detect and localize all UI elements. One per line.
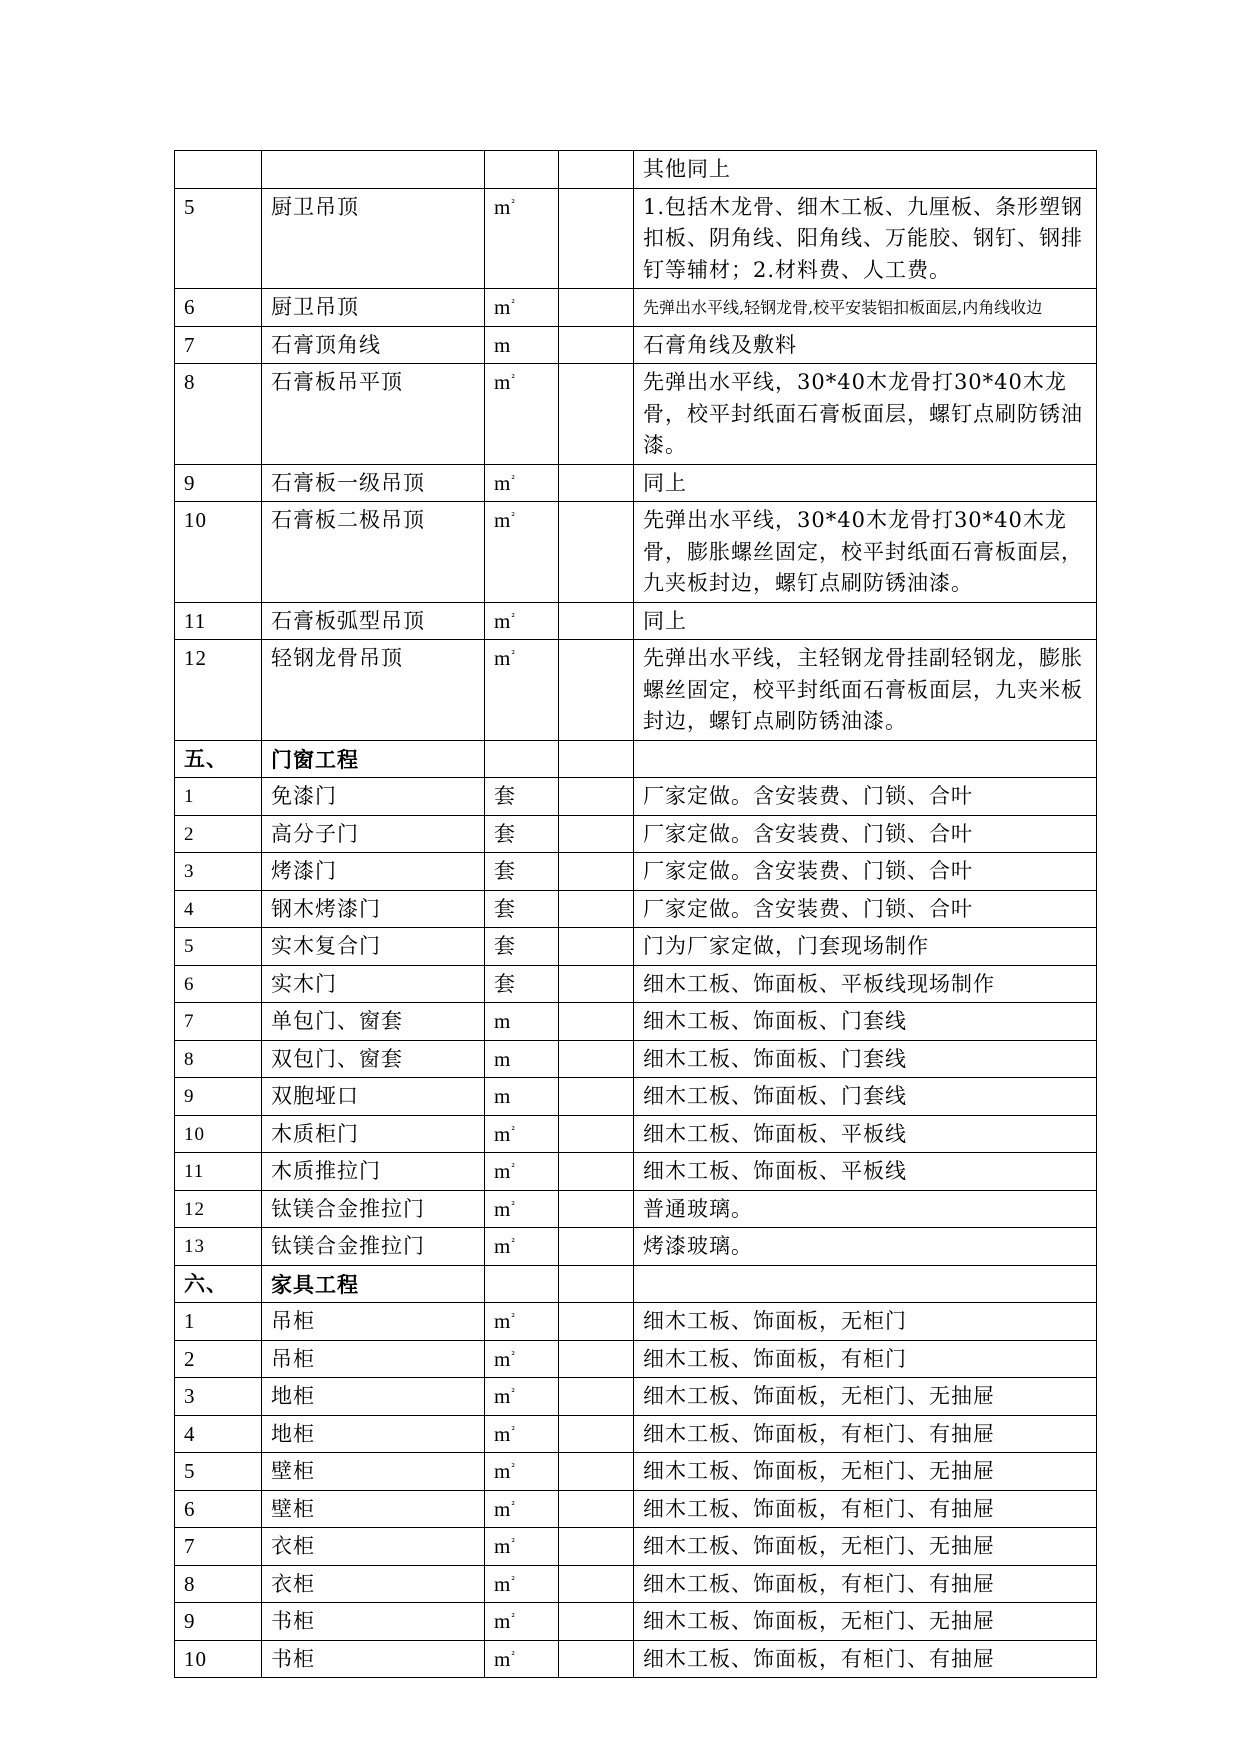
description-cell: 其他同上: [634, 151, 1097, 189]
item-name-cell: 烤漆门: [262, 853, 485, 891]
item-name-cell: 木质柜门: [262, 1115, 485, 1153]
description-cell: 细木工板、饰面板，有柜门、有抽屉: [634, 1565, 1097, 1603]
item-name-cell: 厨卫吊顶: [262, 188, 485, 289]
unit-cell: 套: [485, 815, 559, 853]
table-row: [175, 502, 1097, 603]
item-name-cell: 实木复合门: [262, 928, 485, 966]
item-number-cell: 4: [175, 890, 262, 928]
item-number-cell: 五、: [175, 740, 262, 778]
unit-cell: m: [485, 1003, 559, 1041]
price-cell: [559, 1640, 634, 1678]
item-number-cell: 9: [175, 464, 262, 502]
price-cell: [559, 1490, 634, 1528]
unit-cell: [485, 1265, 559, 1303]
table-row: [175, 1490, 1097, 1528]
table-row: [175, 778, 1097, 816]
table-row: [175, 965, 1097, 1003]
table-row: [175, 853, 1097, 891]
item-name-cell: 吊柜: [262, 1303, 485, 1341]
description-cell: 厂家定做。含安装费、门锁、合叶: [634, 778, 1097, 816]
item-name-cell: 壁柜: [262, 1490, 485, 1528]
item-name-cell: 实木门: [262, 965, 485, 1003]
unit-cell: m: [485, 326, 559, 364]
item-number-cell: 8: [175, 1040, 262, 1078]
item-number-cell: 5: [175, 1453, 262, 1491]
table-row: [175, 1040, 1097, 1078]
item-name-cell: 书柜: [262, 1640, 485, 1678]
item-number-cell: 6: [175, 965, 262, 1003]
price-cell: [559, 1603, 634, 1641]
description-cell: 同上: [634, 464, 1097, 502]
description-cell: 厂家定做。含安装费、门锁、合叶: [634, 890, 1097, 928]
item-number-cell: [175, 151, 262, 189]
description-cell: 门为厂家定做，门套现场制作: [634, 928, 1097, 966]
item-number-cell: 5: [175, 188, 262, 289]
unit-cell: $m^{^2}$: [485, 602, 559, 640]
item-name-cell: 轻钢龙骨吊顶: [262, 640, 485, 741]
description-cell: 厂家定做。含安装费、门锁、合叶: [634, 815, 1097, 853]
item-name-cell: 钛镁合金推拉门: [262, 1228, 485, 1266]
item-number-cell: 11: [175, 602, 262, 640]
item-name-cell: [262, 151, 485, 189]
unit-cell: m: [485, 1078, 559, 1116]
table-row: [175, 640, 1097, 741]
description-cell: 先弹出水平线,轻钢龙骨,校平安装铝扣板面层,内角线收边: [634, 289, 1097, 327]
description-cell: 1.包括木龙骨、细木工板、九厘板、条形塑钢扣板、阴角线、阳角线、万能胶、钢钉、钢排钉等辅材；2.材料费、人工费。: [634, 188, 1097, 289]
item-name-cell: 厨卫吊顶: [262, 289, 485, 327]
item-name-cell: 石膏板弧型吊顶: [262, 602, 485, 640]
description-cell: 细木工板、饰面板、门套线: [634, 1078, 1097, 1116]
item-number-cell: 6: [175, 1490, 262, 1528]
description-cell: 细木工板、饰面板、门套线: [634, 1003, 1097, 1041]
unit-cell: $m^{^2}$: [485, 289, 559, 327]
item-number-cell: 9: [175, 1078, 262, 1116]
price-cell: [559, 1228, 634, 1266]
item-name-cell: 石膏板一级吊顶: [262, 464, 485, 502]
unit-cell: $m^{^2}$: [485, 640, 559, 741]
description-cell: 细木工板、饰面板，有柜门、有抽屉: [634, 1640, 1097, 1678]
unit-cell: $m^{^2}$: [485, 1115, 559, 1153]
unit-cell: 套: [485, 890, 559, 928]
unit-cell: $m^{^2}$: [485, 188, 559, 289]
table-row: [175, 1115, 1097, 1153]
description-cell: 普通玻璃。: [634, 1190, 1097, 1228]
price-cell: [559, 1078, 634, 1116]
description-cell: 先弹出水平线，主轻钢龙骨挂副轻钢龙，膨胀螺丝固定，校平封纸面石膏板面层，九夹米板封边，螺钉点刷防锈油漆。: [634, 640, 1097, 741]
price-cell: [559, 1303, 634, 1341]
item-name-cell: 钛镁合金推拉门: [262, 1190, 485, 1228]
section-header-row: [175, 740, 1097, 778]
item-name-cell: 地柜: [262, 1415, 485, 1453]
unit-cell: $m^{^2}$: [485, 1490, 559, 1528]
table-row: [175, 1228, 1097, 1266]
description-cell: 细木工板、饰面板，无柜门、无抽屉: [634, 1453, 1097, 1491]
item-number-cell: 12: [175, 640, 262, 741]
price-cell: [559, 1190, 634, 1228]
item-number-cell: 12: [175, 1190, 262, 1228]
table-row: [175, 1303, 1097, 1341]
item-number-cell: 5: [175, 928, 262, 966]
table-row: [175, 1640, 1097, 1678]
unit-cell: [485, 740, 559, 778]
item-name-cell: 壁柜: [262, 1453, 485, 1491]
item-name-cell: 双包门、窗套: [262, 1040, 485, 1078]
price-cell: [559, 778, 634, 816]
item-name-cell: 木质推拉门: [262, 1153, 485, 1191]
table-row: [175, 890, 1097, 928]
table-row: [175, 1078, 1097, 1116]
item-number-cell: 六、: [175, 1265, 262, 1303]
item-number-cell: 1: [175, 1303, 262, 1341]
item-name-cell: 单包门、窗套: [262, 1003, 485, 1041]
price-cell: [559, 1115, 634, 1153]
table-row: [175, 1415, 1097, 1453]
item-name-cell: 免漆门: [262, 778, 485, 816]
table-row: [175, 815, 1097, 853]
unit-cell: 套: [485, 778, 559, 816]
item-number-cell: 13: [175, 1228, 262, 1266]
item-number-cell: 7: [175, 326, 262, 364]
item-name-cell: 钢木烤漆门: [262, 890, 485, 928]
price-cell: [559, 1340, 634, 1378]
unit-cell: $m^{^2}$: [485, 364, 559, 465]
item-number-cell: 10: [175, 502, 262, 603]
unit-cell: $m^{^2}$: [485, 1190, 559, 1228]
price-cell: [559, 928, 634, 966]
item-number-cell: 1: [175, 778, 262, 816]
price-cell: [559, 853, 634, 891]
description-cell: 细木工板、饰面板，有柜门、有抽屉: [634, 1415, 1097, 1453]
item-name-cell: 石膏板吊平顶: [262, 364, 485, 465]
table-row: [175, 1565, 1097, 1603]
unit-cell: m: [485, 1040, 559, 1078]
item-name-cell: 家具工程: [262, 1265, 485, 1303]
unit-cell: 套: [485, 853, 559, 891]
description-cell: 细木工板、饰面板，无柜门: [634, 1303, 1097, 1341]
item-number-cell: 2: [175, 1340, 262, 1378]
price-cell: [559, 602, 634, 640]
item-name-cell: 石膏顶角线: [262, 326, 485, 364]
price-cell: [559, 1265, 634, 1303]
item-name-cell: 门窗工程: [262, 740, 485, 778]
price-cell: [559, 188, 634, 289]
price-cell: [559, 1153, 634, 1191]
description-cell: 厂家定做。含安装费、门锁、合叶: [634, 853, 1097, 891]
table-row: [175, 1190, 1097, 1228]
description-cell: 细木工板、饰面板，无柜门、无抽屉: [634, 1378, 1097, 1416]
price-cell: [559, 1565, 634, 1603]
item-name-cell: 吊柜: [262, 1340, 485, 1378]
unit-cell: $m^{^2}$: [485, 1303, 559, 1341]
item-number-cell: 3: [175, 1378, 262, 1416]
description-cell: [634, 740, 1097, 778]
item-number-cell: 7: [175, 1003, 262, 1041]
price-cell: [559, 1528, 634, 1566]
unit-cell: $m^{^2}$: [485, 1528, 559, 1566]
item-name-cell: 衣柜: [262, 1528, 485, 1566]
description-cell: 细木工板、饰面板，无柜门、无抽屉: [634, 1528, 1097, 1566]
section-header-row: [175, 1265, 1097, 1303]
unit-cell: 套: [485, 928, 559, 966]
item-number-cell: 6: [175, 289, 262, 327]
unit-cell: $m^{^2}$: [485, 502, 559, 603]
price-cell: [559, 1003, 634, 1041]
table-row: [175, 602, 1097, 640]
table-row: [175, 1003, 1097, 1041]
item-number-cell: 8: [175, 1565, 262, 1603]
description-cell: 石膏角线及敷料: [634, 326, 1097, 364]
table-row: [175, 1378, 1097, 1416]
item-number-cell: 7: [175, 1528, 262, 1566]
unit-cell: $m^{^2}$: [485, 464, 559, 502]
price-cell: [559, 1453, 634, 1491]
table-row: [175, 188, 1097, 289]
item-name-cell: 高分子门: [262, 815, 485, 853]
description-cell: [634, 1265, 1097, 1303]
description-cell: 先弹出水平线，30*40木龙骨打30*40木龙骨，校平封纸面石膏板面层，螺钉点刷防锈油漆。: [634, 364, 1097, 465]
unit-cell: $m^{^2}$: [485, 1640, 559, 1678]
description-cell: 先弹出水平线，30*40木龙骨打30*40木龙骨，膨胀螺丝固定，校平封纸面石膏板面层，九夹板封边，螺钉点刷防锈油漆。: [634, 502, 1097, 603]
table-row: [175, 151, 1097, 189]
unit-cell: [485, 151, 559, 189]
price-cell: [559, 1040, 634, 1078]
unit-cell: $m^{^2}$: [485, 1415, 559, 1453]
table-row: [175, 1153, 1097, 1191]
unit-cell: 套: [485, 965, 559, 1003]
price-cell: [559, 965, 634, 1003]
item-number-cell: 10: [175, 1640, 262, 1678]
table-row: [175, 1340, 1097, 1378]
table-body: [175, 151, 1097, 1678]
item-number-cell: 8: [175, 364, 262, 465]
item-number-cell: 2: [175, 815, 262, 853]
description-cell: 同上: [634, 602, 1097, 640]
table-row: [175, 326, 1097, 364]
description-cell: 细木工板、饰面板、平板线: [634, 1115, 1097, 1153]
item-number-cell: 3: [175, 853, 262, 891]
table-row: [175, 1603, 1097, 1641]
price-cell: [559, 740, 634, 778]
unit-cell: $m^{^2}$: [485, 1153, 559, 1191]
description-cell: 细木工板、饰面板，无柜门、无抽屉: [634, 1603, 1097, 1641]
table-row: [175, 928, 1097, 966]
price-cell: [559, 464, 634, 502]
price-cell: [559, 1378, 634, 1416]
item-number-cell: 9: [175, 1603, 262, 1641]
price-cell: [559, 502, 634, 603]
unit-cell: $m^{^2}$: [485, 1340, 559, 1378]
item-name-cell: 衣柜: [262, 1565, 485, 1603]
price-cell: [559, 815, 634, 853]
table-row: [175, 1528, 1097, 1566]
description-cell: 细木工板、饰面板、平板线: [634, 1153, 1097, 1191]
item-number-cell: 11: [175, 1153, 262, 1191]
table-row: [175, 289, 1097, 327]
price-cell: [559, 890, 634, 928]
item-name-cell: 石膏板二极吊顶: [262, 502, 485, 603]
description-cell: 细木工板、饰面板、平板线现场制作: [634, 965, 1097, 1003]
price-cell: [559, 640, 634, 741]
unit-cell: $m^{^2}$: [485, 1378, 559, 1416]
item-number-cell: 10: [175, 1115, 262, 1153]
table-row: [175, 464, 1097, 502]
table-row: [175, 364, 1097, 465]
item-name-cell: 地柜: [262, 1378, 485, 1416]
item-name-cell: 书柜: [262, 1603, 485, 1641]
description-cell: 细木工板、饰面板，有柜门: [634, 1340, 1097, 1378]
unit-cell: $m^{^2}$: [485, 1603, 559, 1641]
price-cell: [559, 326, 634, 364]
description-cell: 细木工板、饰面板，有柜门、有抽屉: [634, 1490, 1097, 1528]
price-cell: [559, 289, 634, 327]
price-cell: [559, 364, 634, 465]
price-cell: [559, 1415, 634, 1453]
description-cell: 细木工板、饰面板、门套线: [634, 1040, 1097, 1078]
decoration-spec-table: [174, 150, 1097, 1678]
table-row: [175, 1453, 1097, 1491]
item-name-cell: 双胞垭口: [262, 1078, 485, 1116]
unit-cell: $m^{^2}$: [485, 1565, 559, 1603]
unit-cell: $m^{^2}$: [485, 1453, 559, 1491]
description-cell: 烤漆玻璃。: [634, 1228, 1097, 1266]
price-cell: [559, 151, 634, 189]
unit-cell: $m^{^2}$: [485, 1228, 559, 1266]
item-number-cell: 4: [175, 1415, 262, 1453]
